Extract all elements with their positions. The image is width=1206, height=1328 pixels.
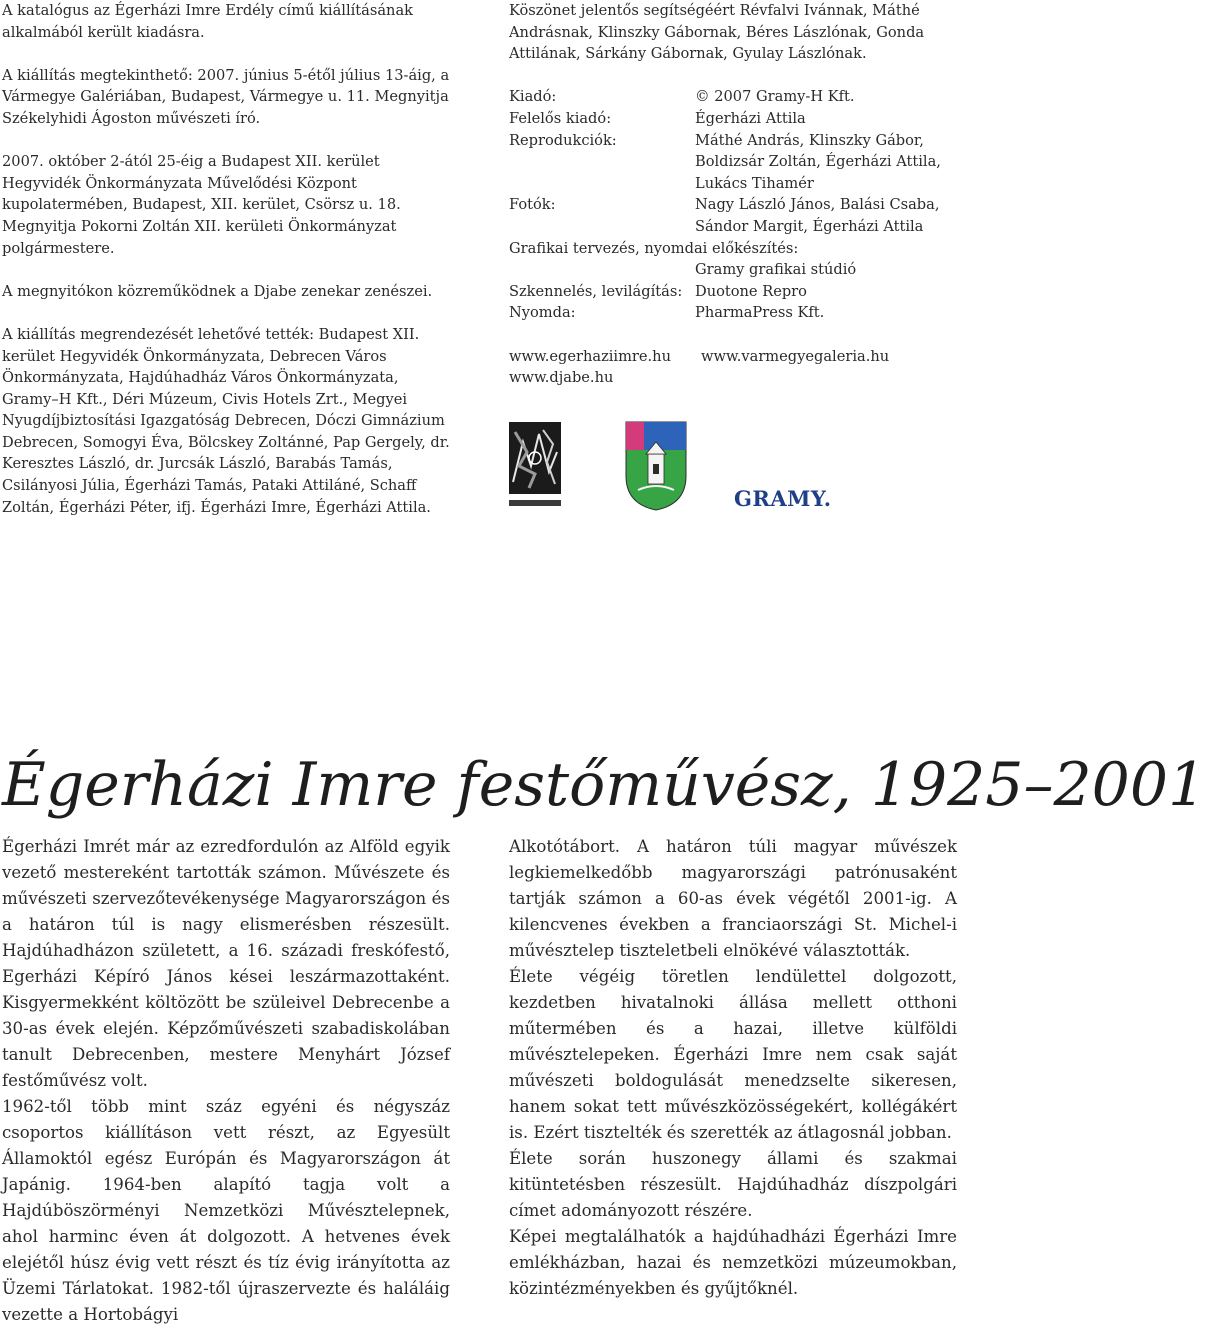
publisher-label: Kiadó: bbox=[509, 88, 557, 106]
scanning-value: Duotone Repro bbox=[695, 282, 807, 300]
gramy-logo: GRAMY. bbox=[734, 486, 832, 511]
credits-list bbox=[509, 86, 957, 324]
design-label: Grafikai tervezés, nyomdai előkészítés: bbox=[509, 239, 799, 257]
responsible-publisher-label: Felelős kiadó: bbox=[509, 109, 612, 127]
website-link-varmegyegaleria[interactable]: www.varmegyegaleria.hu bbox=[701, 347, 890, 365]
biography-paragraph: Élete során huszonegy állami és szakmai kitüntetésben részesült. Hajdúhadház díszpolgári címet adományozott részére. bbox=[509, 1149, 957, 1220]
biography-paragraph: Élete végéig töretlen lendülettel dolgozott, kezdetben hivatalnoki állása mellett otthoni műtermében és a hazai, illetve külföldi művésztelepeken. Égerházi Imre nem csak saját művészeti boldogulását menedzselte sikeresen, hanem sokat tett művészközösségekért, kollégákért is. Ezért tisztelték és szerették az átlagosnál jobban. bbox=[509, 967, 957, 1142]
design-value: Gramy grafikai stúdió bbox=[695, 261, 857, 279]
photos-value: Nagy László János, Balási Csaba, Sándor Margit, Égerházi Attila bbox=[695, 196, 940, 235]
article-title: Égerházi Imre festőművész, 1925–2001 bbox=[2, 750, 1206, 820]
logo-row bbox=[509, 420, 957, 516]
website-list bbox=[509, 346, 957, 389]
catalog-note: A katalógus az Égerházi Imre Erdély című kiállításának alkalmából került kiadásra. bbox=[2, 2, 413, 41]
sponsors-note: A kiállítás megrendezését lehetővé tették: Budapest XII. kerület Hegyvidék Önkormányzata, Debrecen Város Önkormányzata, Hajdúhadház Város Önkormányzata, Gramy–H Kft., Déri Múzeum, Civis Hotels Zrt., Megyei Nyugdíjbiztosítási Igazgatóság Debrecen, Dóczi Gimnázium Debrecen, Somogyi Éva, Bölcskey Zoltánné, Pap Gergely, dr. Keresztes László, dr. Jurcsák László, Barabás Tamás, Csilányosi Júlia, Égerházi Tamás, Pataki Attiláné, Schaff Zoltán, Égerházi Péter, ifj. Égerházi Imre, Égerházi Attila. bbox=[2, 325, 450, 516]
printer-label: Nyomda: bbox=[509, 304, 576, 322]
printer-value: PharmaPress Kft. bbox=[695, 304, 825, 322]
biography-column-left bbox=[2, 834, 450, 1328]
website-link-egerhaziimre[interactable]: www.egerhaziimre.hu bbox=[509, 347, 671, 365]
biography-paragraph: Képei megtalálhatók a hajdúhadházi Égerházi Imre emlékházban, hazai és nemzetközi múzeumokban, közintézményekben és gyűjtőknél. bbox=[509, 1227, 957, 1298]
colophon bbox=[509, 0, 957, 389]
performers-note: A megnyitókon közreműködnek a Djabe zenekar zenészei. bbox=[2, 282, 433, 300]
reproductions-value: Máthé András, Klinszky Gábor, Boldizsár Zoltán, Égerházi Attila, Lukács Tihamér bbox=[695, 131, 941, 192]
publisher-value: © 2007 Gramy-H Kft. bbox=[695, 88, 855, 106]
reproductions-label: Reprodukciók: bbox=[509, 131, 617, 149]
photos-label: Fotók: bbox=[509, 196, 556, 214]
exhibition-info bbox=[2, 0, 450, 540]
biography-paragraph: 1962-től több mint száz egyéni és négyszáz csoportos kiállításon vett részt, az Egyesült Államoktól egész Európán és Magyarországon át Japánig. 1964-ben alapító tagja volt a Hajdúböszörményi Nemzetközi Művésztelepnek, ahol harminc éven át dolgozott. A hetvenes évek elejétől húsz évig vett részt és tíz évig irányította az Üzemi Tárlatokat. 1982-től újraszervezte és haláláig vezette a Hortobágyi bbox=[2, 1097, 450, 1324]
biography-paragraph: Alkotótábort. A határon túli magyar művészek legkiemelkedőbb magyarországi patrónusaként tartják számon a 60-as évek végétől 2001-ig. A kilencvenes években a franciaországi St. Michel-i művésztelep tiszteletbeli elnökévé választották. bbox=[509, 837, 957, 960]
website-link-djabe[interactable]: www.djabe.hu bbox=[509, 369, 614, 387]
responsible-publisher-value: Égerházi Attila bbox=[695, 109, 806, 127]
exhibition-venue-2: 2007. október 2-ától 25-éig a Budapest XII. kerület Hegyvidék Önkormányzata Művelődési Központ kupolatermében, Budapest, XII. kerület, Csörsz u. 18. Megnyitja Pokorni Zoltán XII. kerületi Önkormányzat polgármestere. bbox=[2, 153, 401, 257]
varmegye-galeria-logo bbox=[509, 422, 561, 510]
hajduhadhaz-crest-icon bbox=[624, 420, 688, 512]
biography-paragraph: Égerházi Imrét már az ezredfordulón az Alföld egyik vezető mestereként tartották számon. Művészete és művészeti szervezőtevékenysége Magyarországon és a határon túl is nagy elismerésben részesült. Hajdúhadházon született, a 16. századi freskófestő, Egerházi Képíró János kései leszármazottaként. Kisgyermekként költözött be szüleivel Debrecenbe a 30-as évek elején. Képzőművészeti szabadiskolában tanult Debrecenben, mestere Menyhárt József festőművész volt. bbox=[2, 837, 450, 1090]
thanks-note: Köszönet jelentős segítségéért Révfalvi Ivánnak, Máthé Andrásnak, Klinszky Gábornak, Béres Lászlónak, Gonda Attilának, Sárkány Gábornak, Gyulay Lászlónak. bbox=[509, 2, 925, 63]
scanning-label: Szkennelés, levilágítás: bbox=[509, 282, 683, 300]
exhibition-venue-1: A kiállítás megtekinthető: 2007. június 5-étől július 13-áig, a Vármegye Galériában, Budapest, Vármegye u. 11. Megnyitja Székelyhidi Ágoston művészeti író. bbox=[2, 66, 450, 127]
biography-column-right bbox=[509, 834, 957, 1302]
